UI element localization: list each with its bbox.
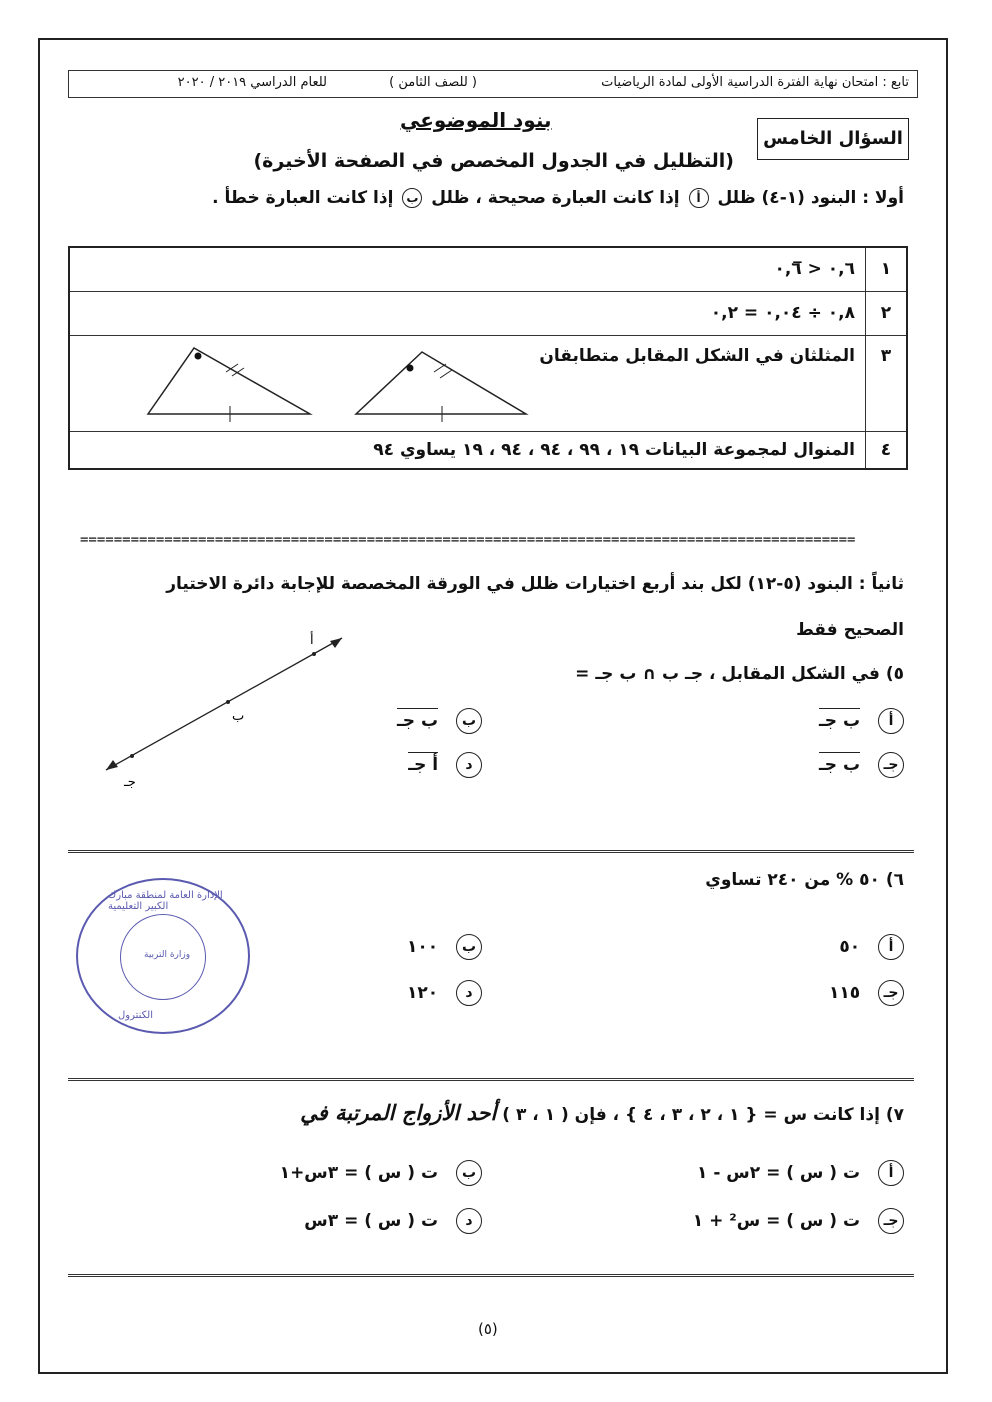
label-a: أ <box>310 633 314 648</box>
point-b <box>226 700 230 704</box>
separator-line: ============================================================================================ <box>80 532 856 548</box>
stamp-top-text: الإدارة العامة لمنطقة مبارك الكبير التعليمية <box>108 890 223 912</box>
label-b: ب <box>232 709 245 724</box>
q5-option-a[interactable] <box>819 708 904 734</box>
option-text: ب جـ <box>819 708 860 731</box>
header-grade: ( للصف الثامن ) <box>389 75 477 90</box>
option-text: ٥٠ <box>839 937 861 957</box>
congruent-triangles-figure <box>130 342 530 426</box>
option-key: د <box>456 1208 482 1234</box>
option-key: ب <box>456 934 482 960</box>
q7-option-a[interactable] <box>697 1160 904 1186</box>
arrow-head <box>330 638 342 648</box>
statement <box>69 291 866 335</box>
table-row <box>69 247 907 291</box>
q7-text <box>300 1100 904 1125</box>
question-divider <box>68 1274 914 1280</box>
q7-option-b[interactable] <box>280 1160 482 1186</box>
part2-instructions-cont: الصحيح فقط <box>796 620 904 640</box>
option-key: جـ <box>878 1208 904 1234</box>
statement-text: المثلثان في الشكل المقابل متطابقان <box>539 345 855 366</box>
statement-text: المنوال لمجموعة البيانات ١٩ ، ٩٩ ، ٩٤ ، ٩٤ ، ١٩ يساوي ٩٤ <box>373 439 855 460</box>
option-text: ت ( س ) = ٣س+١ <box>279 1163 439 1183</box>
option-key: جـ <box>878 752 904 778</box>
option-key: أ <box>878 708 904 734</box>
q7-option-c[interactable] <box>693 1208 904 1234</box>
statement-text: ٠,٦ < ٠,٦̅ <box>774 259 855 280</box>
instr-c: إذا كانت العبارة خطأ . <box>212 188 394 208</box>
option-text: ب جـ <box>397 708 438 731</box>
option-text: ت ( س ) = ٢س - ١ <box>697 1163 861 1183</box>
question-divider <box>68 850 914 856</box>
option-key: جـ <box>878 980 904 1006</box>
statement <box>69 431 866 469</box>
subtitle: (التظليل في الجدول المخصص في الصفحة الأخيرة) <box>253 150 734 172</box>
table-row <box>69 431 907 469</box>
option-key: د <box>456 980 482 1006</box>
question-box: السؤال الخامس <box>757 118 909 160</box>
q6-text: ٦) ٥٠ % من ٢٤٠ تساوي <box>705 870 904 890</box>
option-key: أ <box>878 1160 904 1186</box>
header-exam-title: تابع : امتحان نهاية الفترة الدراسية الأولى لمادة الرياضيات <box>601 75 909 90</box>
official-stamp <box>76 878 250 1034</box>
option-key: ب <box>456 708 482 734</box>
row-number: ٢ <box>866 291 908 335</box>
angle-mark <box>407 364 414 371</box>
point-a <box>312 652 316 656</box>
triangle-right <box>356 352 526 414</box>
q6-option-c[interactable] <box>829 980 904 1006</box>
q7-option-d[interactable] <box>304 1208 482 1234</box>
row-number: ١ <box>866 247 908 291</box>
table-row <box>69 335 907 431</box>
header-year: للعام الدراسي ٢٠١٩ / ٢٠٢٠ <box>177 75 327 90</box>
true-false-table <box>68 246 908 470</box>
statement <box>69 247 866 291</box>
angle-mark <box>195 352 202 359</box>
circle-b: ب <box>402 188 422 208</box>
q7-printed: ٧) إذا كانت س = { ١ ، ٢ ، ٣ ، ٤ } ، فإن ( ١ ، ٣ ) <box>502 1105 904 1125</box>
stamp-inner-text: وزارة التربية <box>144 950 191 960</box>
option-text: أ جـ <box>408 752 438 775</box>
line-ac <box>106 638 342 770</box>
option-text: ١١٥ <box>828 983 861 1003</box>
label-c: جـ <box>124 775 136 790</box>
instr-b: إذا كانت العبارة صحيحة ، ظلل <box>431 188 680 208</box>
section-title: بنود الموضوعي <box>400 108 552 132</box>
tick-mark <box>440 370 452 378</box>
q6-option-d[interactable] <box>407 980 482 1006</box>
row-number: ٤ <box>866 431 908 469</box>
circle-a: أ <box>689 188 709 208</box>
instr-a: أولا : البنود (١-٤) ظلل <box>717 188 904 208</box>
q5-option-d[interactable] <box>408 752 482 778</box>
triangle-left <box>148 348 310 414</box>
part1-instructions <box>212 188 904 208</box>
option-text: ١٢٠ <box>406 983 439 1003</box>
q5-line-figure <box>96 628 356 796</box>
option-key: د <box>456 752 482 778</box>
row-number: ٣ <box>866 335 908 431</box>
tick-mark <box>434 364 446 372</box>
option-text: ١٠٠ <box>406 937 439 957</box>
option-text: ب جـ <box>819 752 860 775</box>
q6-option-b[interactable] <box>407 934 482 960</box>
option-key: أ <box>878 934 904 960</box>
exam-header <box>68 70 918 98</box>
q6-option-a[interactable] <box>839 934 904 960</box>
option-text: ت ( س ) = س² + ١ <box>692 1211 861 1231</box>
question-divider <box>68 1078 914 1084</box>
table-row <box>69 291 907 335</box>
q5-text: ٥) في الشكل المقابل ، جـ ب ∩ ب جـ = <box>575 664 904 684</box>
q5-option-b[interactable] <box>397 708 482 734</box>
point-c <box>130 754 134 758</box>
statement <box>69 335 866 431</box>
arrow-head <box>106 760 118 770</box>
option-key: ب <box>456 1160 482 1186</box>
part2-instructions: ثانياً : البنود (٥-١٢) لكل بند أربع اختيارات ظلل في الورقة المخصصة للإجابة دائرة الاختيار <box>166 574 904 594</box>
q7-handwritten: أحد الأزواج المرتبة في <box>300 1100 497 1125</box>
option-text: ت ( س ) = ٣س <box>304 1211 439 1231</box>
statement-text: ٠,٨ ÷ ٠,٠٤ = ٠,٢ <box>710 303 855 323</box>
page-number: (٥) <box>478 1320 498 1338</box>
stamp-bottom-text: الكنترول <box>118 1010 153 1021</box>
q5-option-c[interactable] <box>819 752 904 778</box>
